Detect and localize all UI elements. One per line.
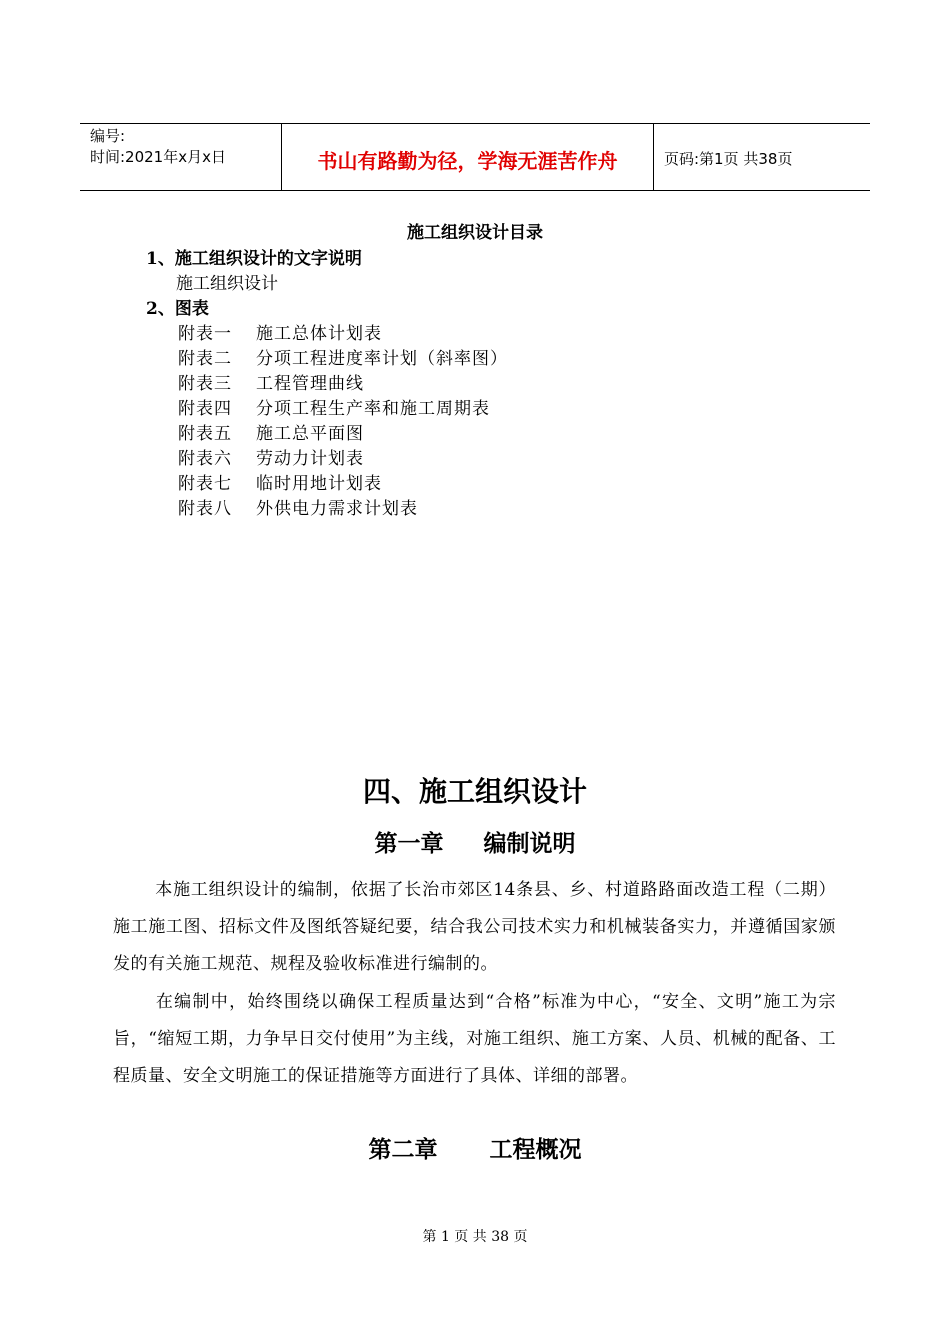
paragraph-text: 在编制中，始终围绕以确保工程质量达到“合格”标准为中心，“安全、文明”施工为宗旨，“缩短工期，力争早日交付使用”为主线，对施工组织、施工方案、人员、机械的配备、工程质量、安全文明施工的保证措施等方面进行了具体、详细的部署。	[113, 992, 836, 1086]
page-footer: 第 1 页 共 38 页	[422, 1229, 528, 1245]
toc-item	[178, 494, 418, 519]
toc-item-label: 施工总平面图	[256, 424, 364, 444]
toc-item-key: 附表六	[178, 449, 232, 469]
toc-item	[178, 444, 364, 469]
toc-item	[178, 419, 364, 444]
toc-item-label: 分项工程进度率计划（斜率图）	[256, 349, 508, 369]
paragraph	[113, 872, 836, 983]
toc-item-key: 附表七	[178, 474, 232, 494]
header-page-info: 页码:第1页 共38页	[664, 150, 793, 168]
paragraph-text: 本施工组织设计的编制，依据了长治市郊区14条县、乡、村道路路面改造工程（二期）施工施工图、招标文件及图纸答疑纪要，结合我公司技术实力和机械装备实力，并遵循国家颁发的有关施工规范、规程及验收标准进行编制的。	[113, 880, 836, 974]
toc-section-1-sub: 施工组织设计	[176, 274, 278, 294]
toc-item	[178, 394, 490, 419]
toc-item-label: 外供电力需求计划表	[256, 499, 418, 519]
chapter-1-title: 编制说明	[483, 830, 576, 857]
chapter-1-number: 第一章	[374, 830, 444, 857]
paragraph	[113, 984, 836, 1095]
toc-item-label: 劳动力计划表	[256, 449, 364, 469]
toc-section-1: 1、施工组织设计的文字说明	[146, 249, 362, 269]
toc-item-label: 工程管理曲线	[256, 374, 364, 394]
header-top-border	[80, 123, 870, 124]
toc-item-key: 附表一	[178, 324, 232, 344]
toc-item	[178, 469, 382, 494]
toc-item	[178, 344, 508, 369]
toc-item-key: 附表二	[178, 349, 232, 369]
toc-item	[178, 369, 364, 394]
document-time-label: 时间:2021年x月x日	[90, 148, 226, 166]
toc-item	[178, 319, 382, 344]
toc-item-label: 施工总体计划表	[256, 324, 382, 344]
toc-item-label: 分项工程生产率和施工周期表	[256, 399, 490, 419]
chapter-2-number: 第二章	[368, 1136, 438, 1163]
toc-item-key: 附表八	[178, 499, 232, 519]
header-motto: 书山有路勤为径，学海无涯苦作舟	[317, 149, 618, 173]
toc-item-label: 临时用地计划表	[256, 474, 382, 494]
header-bottom-border	[80, 190, 870, 191]
document-number-label: 编号:	[90, 127, 126, 145]
chapter-1-heading	[0, 825, 950, 858]
toc-item-key: 附表三	[178, 374, 232, 394]
toc-item-key: 附表五	[178, 424, 232, 444]
toc-title: 施工组织设计目录	[407, 223, 543, 243]
toc-section-2: 2、图表	[146, 299, 209, 319]
header-divider-right	[653, 123, 654, 190]
header-left-cell	[90, 126, 226, 168]
part-title: 四、施工组织设计	[362, 775, 587, 808]
chapter-2-heading	[0, 1131, 950, 1164]
toc-item-key: 附表四	[178, 399, 232, 419]
chapter-2-title: 工程概况	[489, 1136, 582, 1163]
